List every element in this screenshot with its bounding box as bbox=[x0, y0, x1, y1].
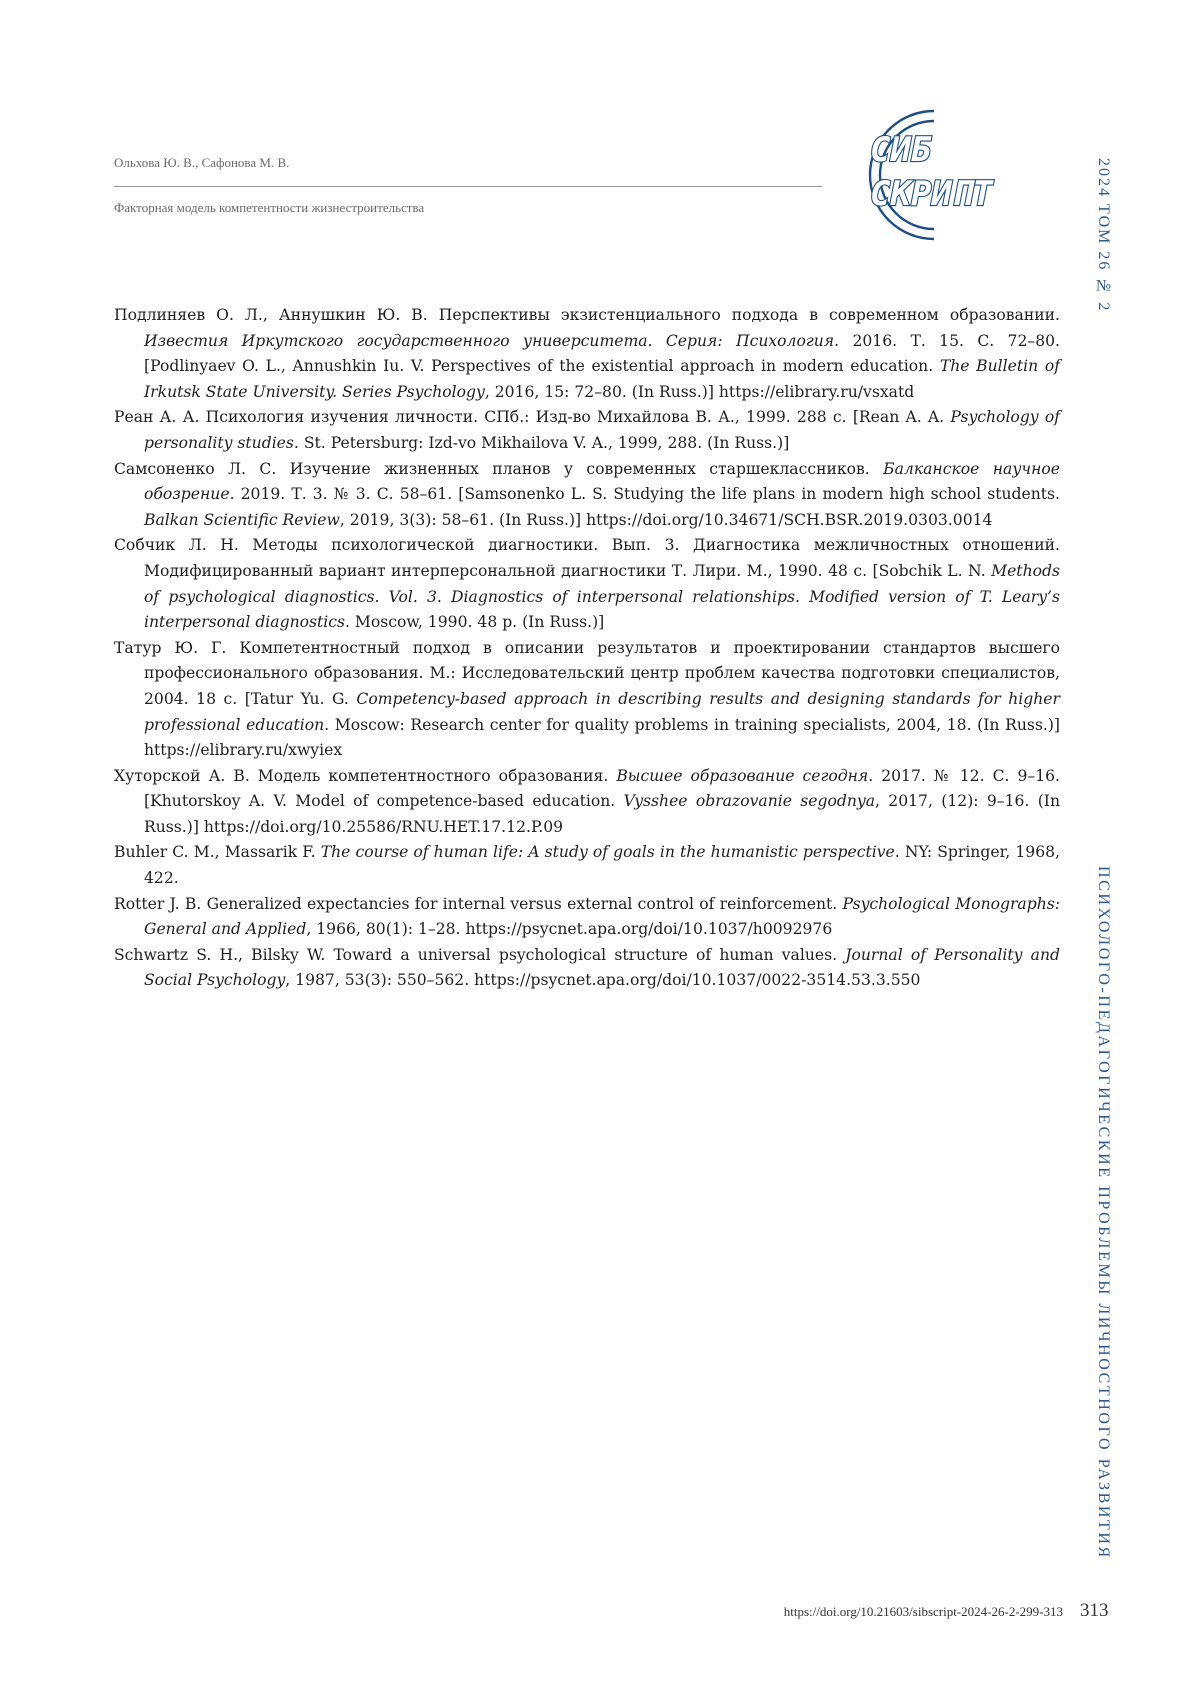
sidebar-journal-title: ПСИХОЛОГО-ПЕДАГОГИЧЕСКИЕ ПРОБЛЕМЫ ЛИЧНОСТНОГО РАЗВИТИЯ bbox=[1095, 866, 1112, 1560]
header-divider bbox=[114, 186, 822, 187]
logo-word-sib: СИБ bbox=[870, 130, 932, 170]
reference-item: Реан А. А. Психология изучения личности. СПб.: Изд-во Михайлова В. А., 1999. 288 с. [Rean A. A. Psychology of personality studies. St. Petersburg: Izd-vo Mikhailova V. A., 1999, 288. (In Russ.)] bbox=[114, 408, 1060, 452]
reference-list bbox=[114, 303, 1060, 994]
reference-item: Хуторской А. В. Модель компетентностного образования. Высшее образование сегодня. 2017. № 12. С. 9–16. [Khutorskoy A. V. Model of competence-based education. Vysshee obrazovanie segodnya, 2017, (12): 9–16. (In Russ.)] https://doi.org/10.25586/RNU.HET.17.12.P.09 bbox=[114, 766, 1060, 836]
footer-doi-link[interactable]: https://doi.org/10.21603/sibscript-2024-26-2-299-313 bbox=[783, 1604, 1063, 1619]
reference-item: Buhler C. M., Massarik F. The course of human life: A study of goals in the humanistic perspective. NY: Springer, 1968, 422. bbox=[114, 843, 1060, 888]
sidebar-issue-label: 2024 ТОМ 26 № 2 bbox=[1095, 158, 1112, 313]
reference-item: Подлиняев О. Л., Аннушкин Ю. В. Перспективы экзистенциального подхода в современном образовании. Известия Иркутского государственного университета. Серия: Психология. 2016. Т. 15. С. 72–80. [Podlinyaev O. L., Annushkin Iu. V. Perspectives of the existential approach in modern education. The Bulletin of Irkutsk State University. Series Psychology, 2016, 15: 72–80. (In Russ.)] https://elibrary.ru/vsxatd bbox=[114, 306, 1060, 401]
running-header-title: Факторная модель компетентности жизнестроительства bbox=[114, 200, 425, 215]
reference-item: Татур Ю. Г. Компетентностный подход в описании результатов и проектировании стандартов высшего профессионального образования. М.: Исследовательский центр проблем качества подготовки специалистов, 2004. 18 с. [Tatur Yu. G. Competency-based approach in describing results and designing standards for higher professional education. Moscow: Research center for quality problems in training specialists, 2004, 18. (In Russ.)] https://elibrary.ru/xwyiex bbox=[114, 638, 1060, 760]
running-header-authors: Ольхова Ю. В., Сафонова М. В. bbox=[114, 155, 290, 170]
sibscript-logo bbox=[832, 105, 1072, 245]
reference-item: Собчик Л. Н. Методы психологической диагностики. Вып. 3. Диагностика межличностных отношений. Модифицированный вариант интерперсональной диагностики Т. Лири. М., 1990. 48 с. [Sobchik L. N. Methods of psychological diagnostics. Vol. 3. Diagnostics of interpersonal relationships. Modified version of T. Leary’s interpersonal diagnostics. Moscow, 1990. 48 p. (In Russ.)] bbox=[114, 536, 1060, 632]
reference-item: Самсоненко Л. С. Изучение жизненных планов у современных старшеклассников. Балканское научное обозрение. 2019. Т. 3. № 3. С. 58–61. [Samsonenko L. S. Studying the life plans in modern high school students. Balkan Scientific Review, 2019, 3(3): 58–61. (In Russ.)] https://doi.org/10.34671/SCH.BSR.2019.0303.0014 bbox=[114, 459, 1060, 529]
page-number: 313 bbox=[1080, 1600, 1109, 1621]
reference-item: Rotter J. B. Generalized expectancies for internal versus external control of reinforcement. Psychological Monographs: General and Applied, 1966, 80(1): 1–28. https://psycnet.apa.org/doi/10.1037/h0092976 bbox=[114, 894, 1061, 939]
logo-word-skript: СКРИПТ bbox=[870, 174, 993, 214]
reference-item: Schwartz S. H., Bilsky W. Toward a universal psychological structure of human values. Journal of Personality and Social Psychology, 1987, 53(3): 550–562. https://psycnet.apa.org/doi/10.1037/0022-3514.53.3.550 bbox=[114, 945, 1060, 990]
